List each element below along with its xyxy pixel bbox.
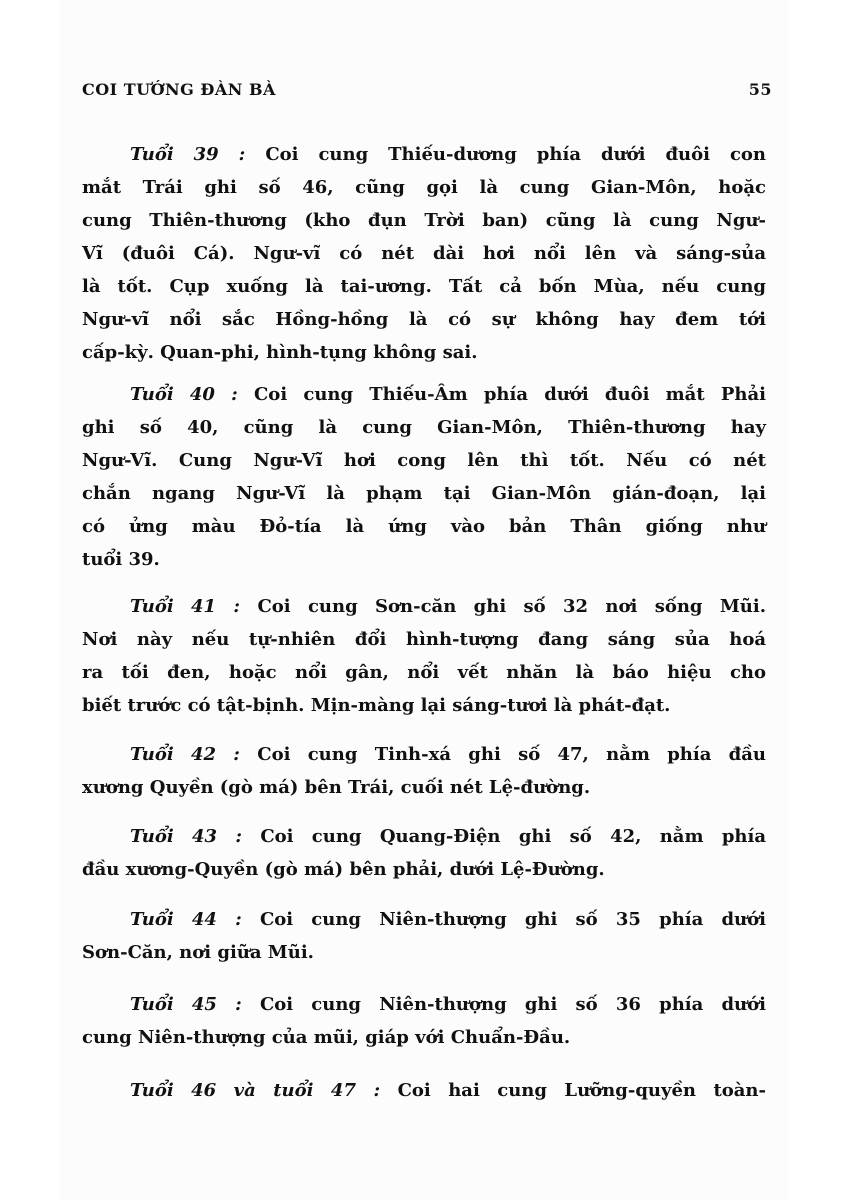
paragraph-line: là tốt. Cụp xuống là tai-ương. Tất cả bốn Mùa, nếu cung [82,276,766,297]
paragraph-line: ra tối đen, hoặc nổi gân, nổi vết nhăn là báo hiệu cho [82,662,766,683]
paragraph-line: chắn ngang Ngư-Vĩ là phạm tại Gian-Môn gián-đoạn, lại [82,483,766,504]
paragraph-line: mắt Trái ghi số 46, cũng gọi là cung Gian-Môn, hoặc [82,177,766,198]
paragraph-line: Ngư-vĩ nổi sắc Hồng-hồng là có sự không hay đem tới [82,309,766,330]
paragraph-line: cấp-kỳ. Quan-phi, hình-tụng không sai. [82,342,478,363]
age-label: Tuổi 42 : [130,744,240,765]
age-label: Tuổi 45 : [130,994,242,1015]
book-title: COI TƯỚNG ĐÀN BÀ [82,80,276,99]
paragraph-line: Tuổi 39 : Coi cung Thiếu-dương phía dưới đuôi con [130,144,766,165]
paragraph-line: Nơi này nếu tự-nhiên đổi hình-tượng đang sáng sủa hoá [82,629,766,650]
age-label: Tuổi 41 : [130,596,241,617]
paragraph-line: Tuổi 44 : Coi cung Niên-thượng ghi số 35 phía dưới [130,909,766,930]
age-label: Tuổi 39 : [130,144,246,165]
paragraph-line: đầu xương-Quyền (gò má) bên phải, dưới Lệ-Đường. [82,859,605,880]
paragraph-line: Tuổi 45 : Coi cung Niên-thượng ghi số 36 phía dưới [130,994,766,1015]
paragraph-line: Vĩ (đuôi Cá). Ngư-vĩ có nét dài hơi nổi lên và sáng-sủa [82,243,766,264]
paragraph-line: xương Quyền (gò má) bên Trái, cuối nét Lệ-đường. [82,777,591,798]
age-label: Tuổi 46 và tuổi 47 : [130,1080,381,1101]
paragraph-line: cung Thiên-thương (kho đụn Trời ban) cũng là cung Ngư- [82,210,766,231]
paragraph-line: Tuổi 43 : Coi cung Quang-Điện ghi số 42, nằm phía [130,826,766,847]
paragraph-line: tuổi 39. [82,549,160,570]
paragraph-line: biết trước có tật-bịnh. Mịn-màng lại sáng-tươi là phát-đạt. [82,695,671,716]
paragraph-line: ghi số 40, cũng là cung Gian-Môn, Thiên-thương hay [82,417,766,438]
page-number: 55 [748,80,772,99]
paragraph-line: Tuổi 40 : Coi cung Thiếu-Âm phía dưới đuôi mắt Phải [130,384,766,405]
paragraph-line: Sơn-Căn, nơi giữa Mũi. [82,942,314,963]
paragraph-line: có ửng màu Đỏ-tía là ứng vào bản Thân giống như [82,516,766,537]
age-label: Tuổi 44 : [130,909,242,930]
paragraph-line: Ngư-Vĩ. Cung Ngư-Vĩ hơi cong lên thì tốt. Nếu có nét [82,450,766,471]
age-label: Tuổi 40 : [130,384,238,405]
paragraph-line: Tuổi 46 và tuổi 47 : Coi hai cung Lưỡng-quyền toàn- [130,1080,766,1101]
running-header [82,80,772,104]
paragraph-line: cung Niên-thượng của mũi, giáp với Chuẩn-Đầu. [82,1027,571,1048]
age-label: Tuổi 43 : [130,826,242,847]
paragraph-line: Tuổi 41 : Coi cung Sơn-căn ghi số 32 nơi sống Mũi. [130,596,766,617]
paragraph-line: Tuổi 42 : Coi cung Tinh-xá ghi số 47, nằm phía đầu [130,744,766,765]
